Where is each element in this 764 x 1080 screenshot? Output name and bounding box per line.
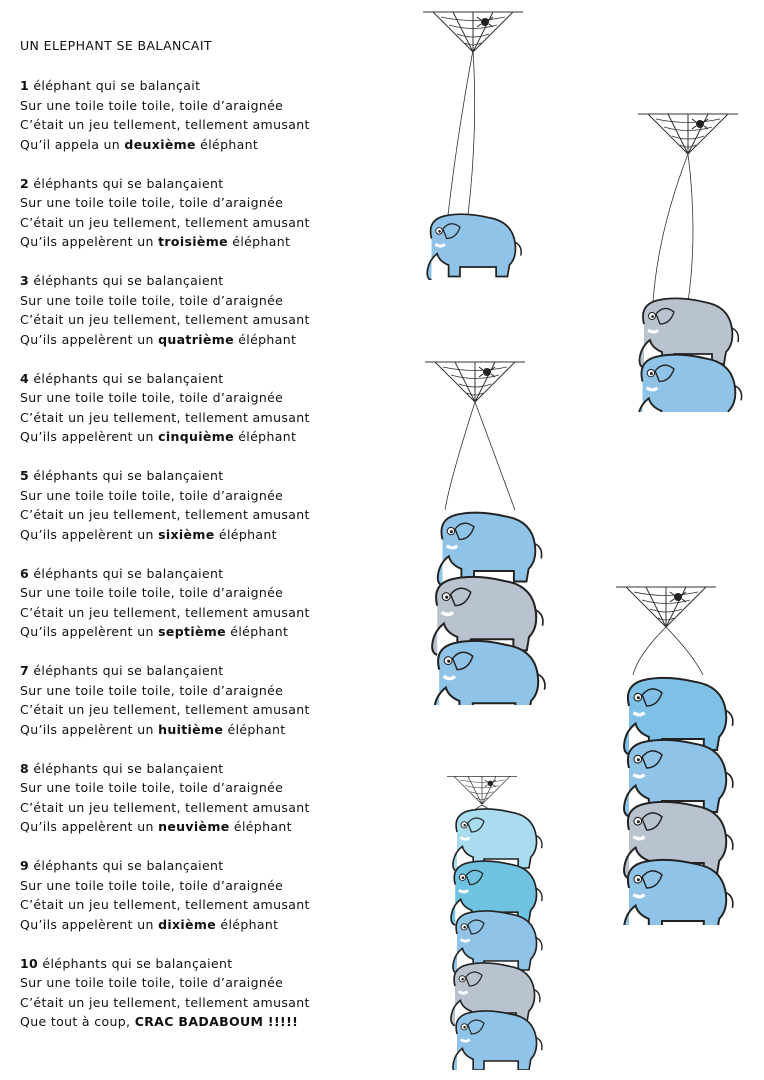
stanza-8: 8 éléphants qui se balançaient Sur une toile toile toile, toile d’araignée C’était un jeu tellement, tellement amusant Qu’ils appelèrent un neuvième éléphant: [20, 760, 310, 834]
stanza-10: 10 éléphants qui se balançaient Sur une toile toile toile, toile d’araignée C’était un jeu tellement, tellement amusant Que tout à coup, CRAC BADABOUM !!!!!: [20, 955, 310, 1029]
stanza-9: 9 éléphants qui se balançaient Sur une toile toile toile, toile d’araignée C’était un jeu tellement, tellement amusant Qu’ils appelèrent un dixième éléphant: [20, 858, 310, 932]
stanza-5: 5 éléphants qui se balançaient Sur une toile toile toile, toile d’araignée C’était un jeu tellement, tellement amusant Qu’ils appelèrent un sixième éléphant: [20, 468, 310, 542]
page-title: UN ELEPHANT SE BALANCAIT: [20, 38, 212, 53]
four-elephants-on-web: [608, 585, 743, 925]
one-elephant-on-web: [418, 10, 528, 280]
five-elephants-on-web: [440, 775, 555, 1070]
stanza-7: 7 éléphants qui se balançaient Sur une toile toile toile, toile d’araignée C’était un jeu tellement, tellement amusant Qu’ils appelèrent un huitième éléphant: [20, 663, 310, 737]
stanza-3: 3 éléphants qui se balançaient Sur une toile toile toile, toile d’araignée C’était un jeu tellement, tellement amusant Qu’ils appelèrent un quatrième éléphant: [20, 273, 310, 347]
three-elephants-on-web: [420, 360, 555, 705]
elephant-illustration-5: [440, 775, 555, 1070]
elephant-illustration-4: [608, 585, 743, 925]
two-elephants-on-web: [628, 112, 748, 412]
stanza-2: 2 éléphants qui se balançaient Sur une toile toile toile, toile d’araignée C’était un jeu tellement, tellement amusant Qu’ils appelèrent un troisième éléphant: [20, 175, 310, 249]
elephant-illustration-2: [628, 112, 748, 412]
stanza-1: 1 éléphant qui se balançait Sur une toile toile toile, toile d’araignée C’était un jeu tellement, tellement amusant Qu’il appela un deuxième éléphant: [20, 78, 310, 152]
stanza-4: 4 éléphants qui se balançaient Sur une toile toile toile, toile d’araignée C’était un jeu tellement, tellement amusant Qu’ils appelèrent un cinquième éléphant: [20, 370, 310, 444]
elephant-illustration-1: [418, 10, 528, 280]
elephant-illustration-3: [420, 360, 555, 705]
stanza-6: 6 éléphants qui se balançaient Sur une toile toile toile, toile d’araignée C’était un jeu tellement, tellement amusant Qu’ils appelèrent un septième éléphant: [20, 565, 310, 639]
